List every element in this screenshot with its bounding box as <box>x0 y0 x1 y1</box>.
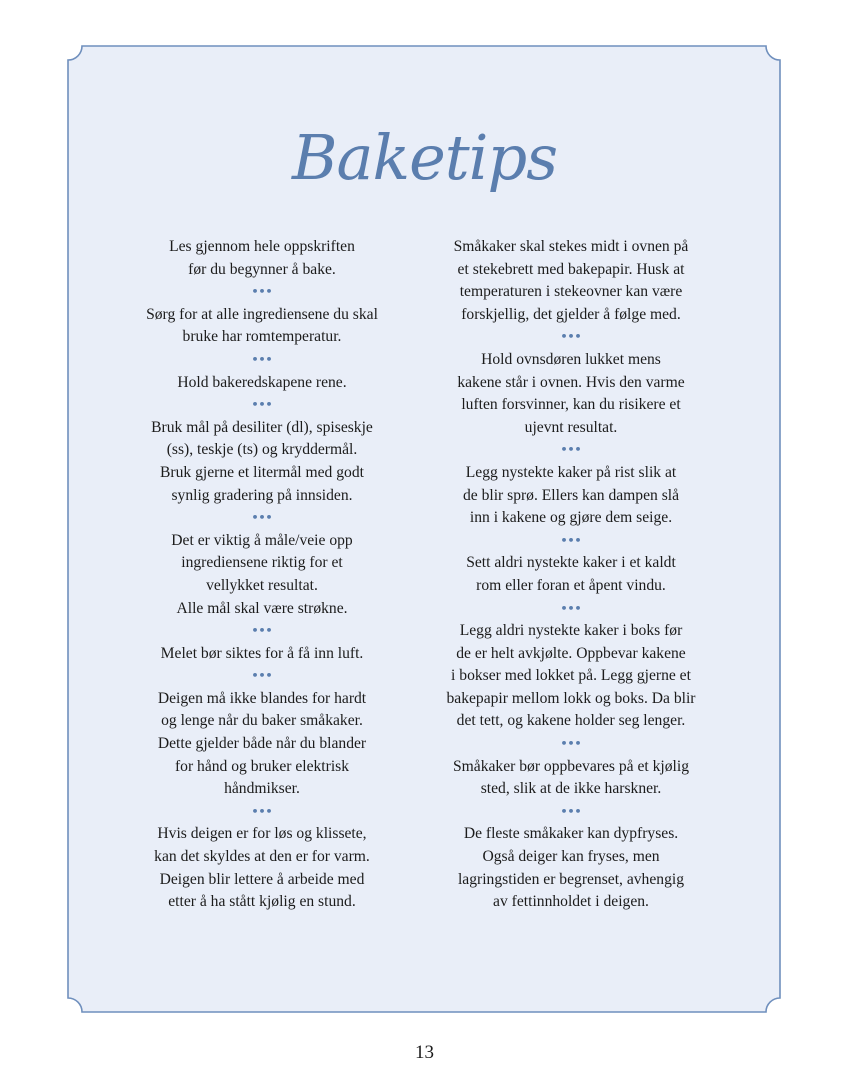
separator-dots: ••• <box>251 398 273 412</box>
tip-line: i bokser med lokket på. Legg gjerne et <box>451 667 691 685</box>
tip-line: håndmikser. <box>224 780 300 798</box>
tip-line: Deigen blir lettere å arbeide med <box>159 870 365 888</box>
tip-line: Småkaker skal stekes midt i ovnen på <box>453 238 689 255</box>
tip-line: Les gjennom hele oppskriften <box>169 238 355 255</box>
tip-line: et stekebrett med bakepapir. Husk at <box>457 260 685 278</box>
tip-line: de blir sprø. Ellers kan dampen slå <box>462 486 680 504</box>
separator-dots: ••• <box>251 804 273 818</box>
separator-dots: ••• <box>560 737 582 751</box>
tip-paragraph <box>112 823 412 913</box>
tip-line: Legg nystekte kaker på rist slik at <box>465 463 677 481</box>
tip-line: Småkaker bør oppbevares på et kjølig <box>452 757 689 775</box>
tip-line: Hold ovnsdøren lukket mens <box>481 350 661 368</box>
tip-paragraph <box>112 304 412 349</box>
tip-line: temperaturen i stekeovner kan være <box>459 283 683 301</box>
tip-paragraph <box>421 462 721 530</box>
tip-paragraph <box>112 530 412 620</box>
tip-line: kan det skyldes at den er for varm. <box>154 848 370 866</box>
tip-line: for hånd og bruker elektrisk <box>174 757 350 775</box>
tip-line: Også deiger kan fryses, men <box>482 848 660 866</box>
tip-line: vellykket resultat. <box>206 576 318 594</box>
tip-line: og lenge når du baker småkaker. <box>161 712 363 730</box>
tip-line: luften forsvinner, kan du risikere et <box>461 396 681 414</box>
separator-dots: ••• <box>560 804 582 818</box>
tip-paragraph <box>112 372 412 395</box>
tip-paragraph <box>421 620 721 733</box>
tip-line: rom eller foran et åpent vindu. <box>476 576 666 594</box>
tips-left-column <box>112 236 412 914</box>
tip-paragraph <box>421 349 721 439</box>
tip-line: De fleste småkaker kan dypfryses. <box>463 825 679 843</box>
tip-line: det tett, og kakene holder seg lenger. <box>456 712 686 730</box>
tip-line: Dette gjelder både når du blander <box>157 735 367 753</box>
separator-dots: ••• <box>251 669 273 683</box>
tip-line: Sørg for at alle ingrediensene du skal <box>146 305 378 323</box>
tips-right-column <box>421 236 721 914</box>
tip-line: Bruk gjerne et litermål med godt <box>160 463 364 481</box>
tip-line: før du begynner å bake. <box>188 260 336 278</box>
tip-line: Det er viktig å måle/veie opp <box>171 531 353 549</box>
tip-line: forskjellig, det gjelder å følge med. <box>461 305 681 323</box>
page-title: Baketips <box>291 121 558 194</box>
tip-line: Deigen må ikke blandes for hardt <box>157 689 367 707</box>
tip-line: Melet bør siktes for å få inn luft. <box>160 644 364 662</box>
tip-line: synlig gradering på innsiden. <box>171 486 353 504</box>
tip-line: ingrediensene riktig for et <box>181 554 343 572</box>
tip-line: inn i kakene og gjøre dem seige. <box>469 509 673 527</box>
tip-paragraph <box>421 552 721 597</box>
tip-line: Hvis deigen er for løs og klissete, <box>157 825 367 843</box>
tip-paragraph <box>112 688 412 801</box>
separator-dots: ••• <box>251 285 273 299</box>
tip-line: bruke har romtemperatur. <box>182 328 342 346</box>
tip-paragraph <box>421 823 721 913</box>
tip-line: Legg aldri nystekte kaker i boks før <box>459 622 683 640</box>
tip-line: sted, slik at de ikke harskner. <box>480 780 662 798</box>
tip-line: Sett aldri nystekte kaker i et kaldt <box>466 554 676 572</box>
separator-dots: ••• <box>251 624 273 638</box>
page-number: 13 <box>415 1042 434 1063</box>
separator-dots: ••• <box>560 533 582 547</box>
tip-paragraph <box>112 643 412 666</box>
tip-line: ujevnt resultat. <box>524 418 618 436</box>
tip-line: Bruk mål på desiliter (dl), spiseskje <box>151 418 373 436</box>
separator-dots: ••• <box>560 443 582 457</box>
tip-line: bakepapir mellom lokk og boks. Da blir <box>446 689 696 707</box>
tip-paragraph <box>421 756 721 801</box>
tip-line: av fettinnholdet i deigen. <box>493 893 649 911</box>
tip-line: etter å ha stått kjølig en stund. <box>168 893 356 911</box>
separator-dots: ••• <box>251 511 273 525</box>
separator-dots: ••• <box>251 352 273 366</box>
separator-dots: ••• <box>560 601 582 615</box>
tip-line: Hold bakeredskapene rene. <box>177 373 347 391</box>
tip-line: (ss), teskje (ts) og kryddermål. <box>166 441 358 459</box>
tip-line: kakene står i ovnen. Hvis den varme <box>457 373 685 391</box>
tip-line: Alle mål skal være strøkne. <box>176 599 348 617</box>
tip-line: lagringstiden er begrenset, avhengig <box>457 870 685 888</box>
tip-paragraph <box>421 236 721 326</box>
separator-dots: ••• <box>560 330 582 344</box>
tip-paragraph <box>112 417 412 507</box>
tip-line: de er helt avkjølte. Oppbevar kakene <box>456 644 686 662</box>
tip-paragraph <box>112 236 412 281</box>
